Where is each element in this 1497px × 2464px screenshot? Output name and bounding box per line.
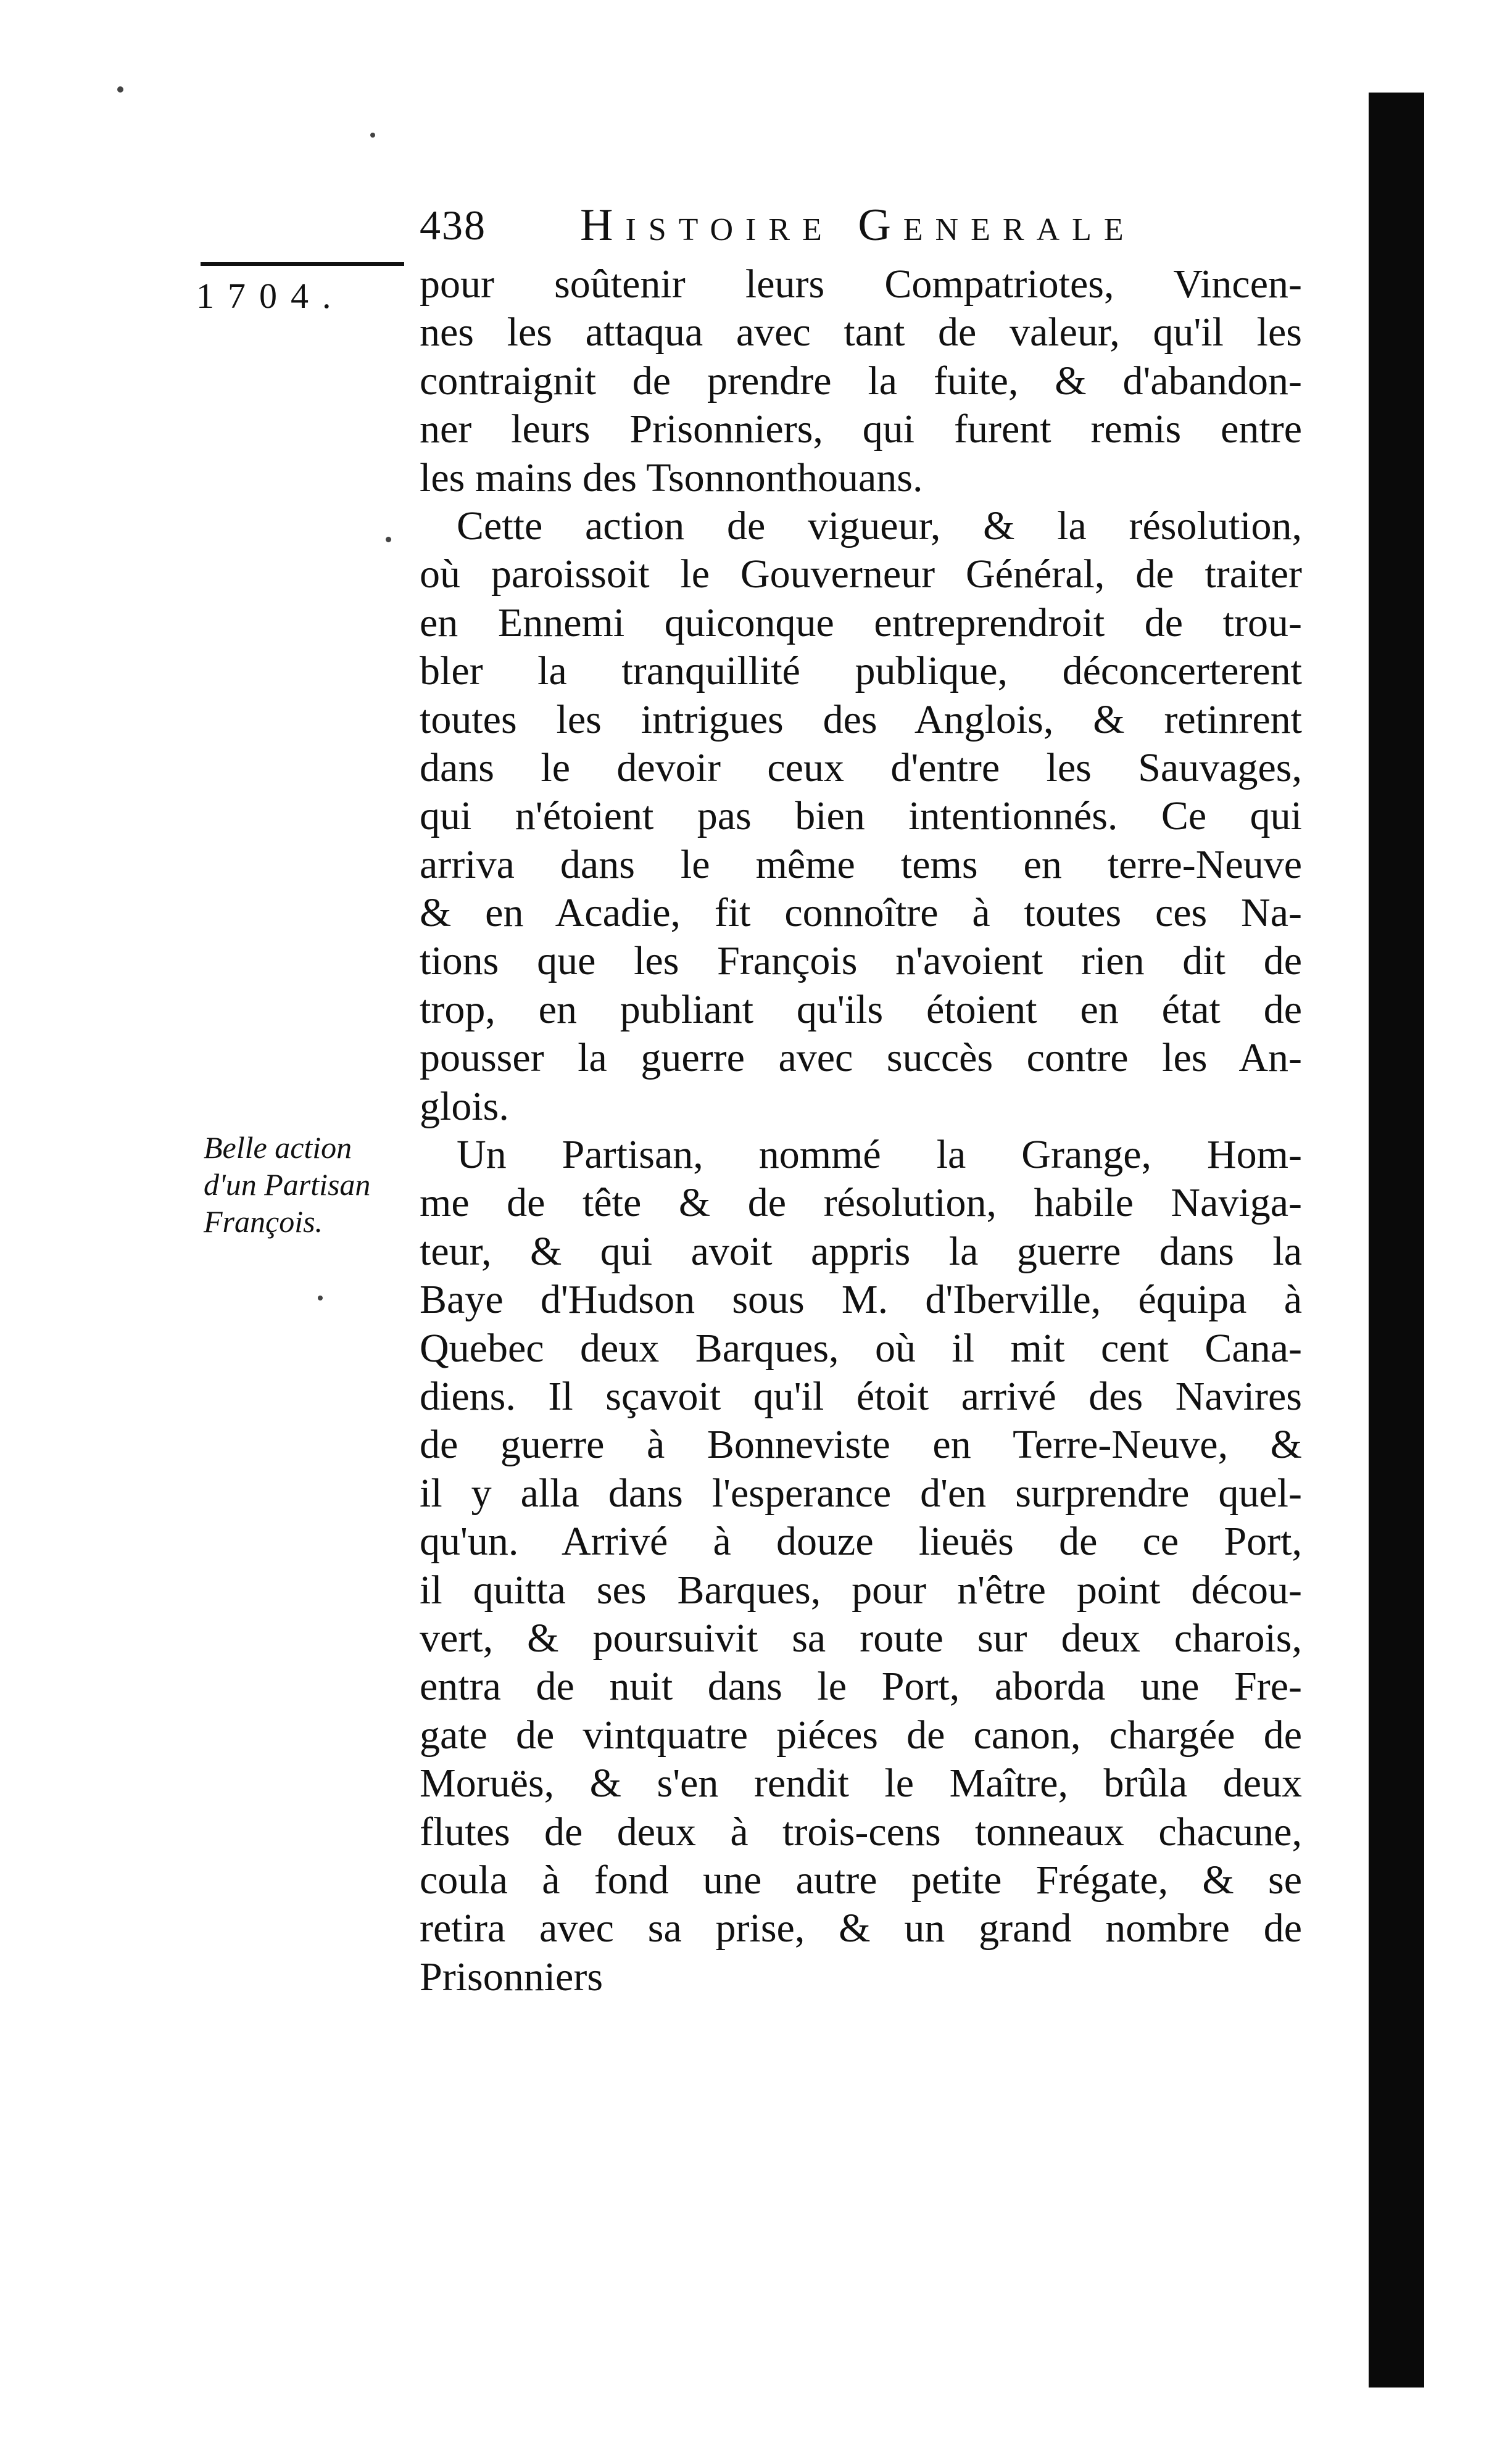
ink-speck [117,86,123,93]
text-line: il y alla dans l'esperance d'en surprendre quel- [420,1470,1302,1516]
margin-note-line: d'un Partisan [204,1167,371,1202]
ink-speck [386,537,391,542]
margin-note-line: François. [204,1204,323,1239]
text-line: nes les attaqua avec tant de valeur, qu'il les [420,310,1302,355]
text-line: flutes de deux à trois-cens tonneaux chacune, [420,1809,1302,1854]
text-line: & en Acadie, fit connoître à toutes ces Na- [420,890,1302,936]
margin-note [204,1129,432,1240]
ink-speck [318,1296,323,1300]
text-line: Un Partisan, nommé la Grange, Hom- [457,1132,1302,1178]
text-line: les mains des Tsonnonthouans. [420,455,923,500]
page-edge-shadow [1369,93,1424,2388]
text-line: trop, en publiant qu'ils étoient en état de [420,986,1302,1032]
text-line: contraignit de prendre la fuite, & d'abandon- [420,358,1302,403]
text-line: qu'un. Arrivé à douze lieuës de ce Port, [420,1519,1302,1565]
text-line: toutes les intrigues des Anglois, & retinrent [420,697,1302,742]
text-line: gate de vintquatre piéces de canon, chargée de [420,1712,1302,1758]
page-number: 438 [420,202,486,249]
text-line: qui n'étoient pas bien intentionnés. Ce qui [420,793,1302,839]
text-line: diens. Il sçavoit qu'il étoit arrivé des Navires [420,1373,1302,1419]
text-line: glois. [420,1083,509,1129]
text-line: pousser la guerre avec succès contre les An- [420,1035,1302,1081]
text-line: en Ennemi quiconque entreprendroit de trou- [420,600,1302,645]
margin-rule [201,262,404,266]
text-line: Cette action de vigueur, & la résolution, [457,503,1302,548]
text-line: bler la tranquillité publique, déconcerterent [420,648,1302,694]
text-line: teur, & qui avoit appris la guerre dans la [420,1228,1302,1274]
page-header [420,191,1296,259]
running-title: Histoire Generale [580,200,1136,250]
margin-note-line: Belle action [204,1130,352,1165]
text-line: Quebec deux Barques, où il mit cent Cana- [420,1325,1302,1371]
text-line: vert, & poursuivit sa route sur deux charois, [420,1615,1302,1661]
text-line: ner leurs Prisonniers, qui furent remis entre [420,407,1302,452]
text-line: arriva dans le même tems en terre-Neuve [420,841,1302,887]
text-line: de guerre à Bonneviste en Terre-Neuve, & [420,1422,1302,1468]
text-line: entra de nuit dans le Port, aborda une Fre- [420,1664,1302,1710]
text-line: il quitta ses Barques, pour n'être point décou- [420,1567,1302,1613]
ink-speck [370,133,375,138]
text-line: Moruës, & s'en rendit le Maître, brûla deux [420,1761,1302,1806]
text-line: tions que les François n'avoient rien dit de [420,938,1302,984]
body-text [420,260,1302,2001]
text-line: dans le devoir ceux d'entre les Sauvages, [420,745,1302,790]
text-line: Baye d'Hudson sous M. d'Iberville, équipa à [420,1277,1302,1323]
text-line: pour soûtenir leurs Compatriotes, Vincen- [420,262,1302,307]
margin-year: 1704. [196,276,345,316]
text-line: me de tête & de résolution, habile Naviga- [420,1180,1302,1226]
text-line: Prisonniers [420,1954,603,1999]
text-line: où paroissoit le Gouverneur Général, de traiter [420,552,1302,597]
text-line: coula à fond une autre petite Frégate, & se [420,1857,1302,1903]
text-line: retira avec sa prise, & un grand nombre de [420,1906,1302,1951]
